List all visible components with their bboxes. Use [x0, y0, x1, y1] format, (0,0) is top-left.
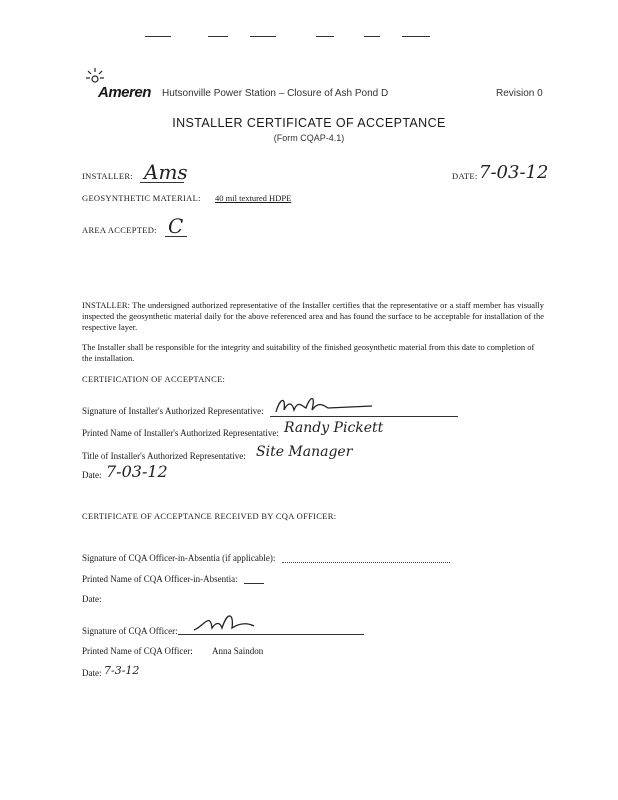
scan-mark-lines [140, 36, 440, 38]
installer-name-label: Printed Name of Installer's Authorized Representative: [82, 428, 279, 438]
area-accepted-value: C [168, 214, 184, 238]
installer-signature [272, 392, 382, 418]
cqa-officer-signature [190, 608, 260, 636]
installer-date-value: 7-03-12 [106, 462, 168, 481]
cqa-officer-signature-label: Signature of CQA Officer: [82, 626, 178, 636]
material-value: 40 mil textured HDPE [215, 193, 292, 203]
form-id: (Form CQAP-4.1) [273, 133, 345, 143]
cqa-officer-name-label: Printed Name of CQA Officer: [82, 646, 193, 656]
ameren-logo-text: Ameren [98, 84, 151, 101]
date-label: DATE: [452, 171, 478, 181]
absentia-name-line [244, 583, 264, 584]
absentia-signature-label: Signature of CQA Officer-in-Absentia (if applicable): [82, 553, 276, 563]
installer-signature-label: Signature of Installer's Authorized Representative: [82, 406, 264, 416]
responsibility-statement: The Installer shall be responsible for the integrity and suitability of the finished geosynthetic material from this date to completion of the installation. [82, 342, 535, 363]
installer-name-value: Randy Pickett [284, 420, 384, 436]
absentia-name-label: Printed Name of CQA Officer-in-Absentia: [82, 574, 238, 584]
date-value: 7-03-12 [479, 162, 549, 183]
installer-date-label: Date: [82, 470, 102, 480]
cqa-officer-date-label: Date: [82, 668, 102, 678]
cqa-officer-date-value: 7-3-12 [104, 664, 140, 677]
revision-label: Revision 0 [496, 88, 543, 99]
installer-statement: INSTALLER: The undersigned authorized representative of the Installer certifies that the representative or a staff member has visually inspected the geosynthetic material daily for the above referenced area and has found the surface to be acceptable for installation of the respective layer. [82, 300, 544, 332]
form-title: INSTALLER CERTIFICATE OF ACCEPTANCE [172, 116, 446, 130]
cqa-heading: CERTIFICATE OF ACCEPTANCE RECEIVED BY CQA OFFICER: [82, 511, 337, 521]
installer-title-value: Site Manager [256, 444, 353, 460]
installer-label: INSTALLER: [82, 171, 133, 181]
installer-value: Ams [144, 160, 188, 184]
certification-heading: CERTIFICATION OF ACCEPTANCE: [82, 374, 226, 384]
area-accepted-label: AREA ACCEPTED: [82, 225, 157, 235]
material-label: GEOSYNTHETIC MATERIAL: [82, 193, 201, 203]
cqa-officer-signature-line [178, 634, 364, 635]
installer-title-label: Title of Installer's Authorized Representative: [82, 451, 246, 461]
absentia-date-label: Date: [82, 594, 102, 604]
area-underline [165, 236, 187, 237]
absentia-signature-line [282, 562, 450, 563]
project-title: Hutsonville Power Station – Closure of Ash Pond D [162, 88, 389, 99]
installer-underline [140, 182, 184, 183]
cqa-officer-name-value: Anna Saindon [212, 646, 264, 656]
installer-signature-line [270, 416, 458, 417]
